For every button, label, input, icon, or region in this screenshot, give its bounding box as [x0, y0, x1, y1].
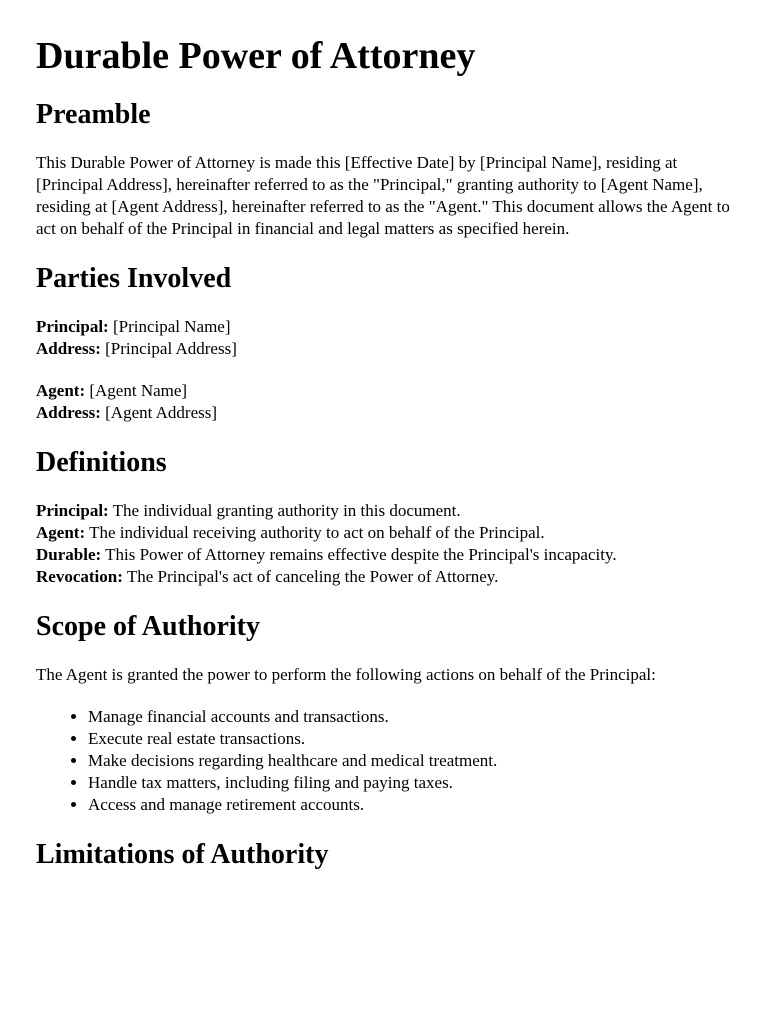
scope-heading: Scope of Authority	[36, 611, 260, 642]
definition-term: Durable:	[36, 545, 102, 564]
preamble-heading: Preamble	[36, 99, 151, 130]
definition-text: The individual granting authority in this document.	[112, 501, 461, 520]
definition-text: The Principal's act of canceling the Power of Attorney.	[126, 567, 499, 586]
agent-address-value: [Agent Address]	[105, 403, 218, 422]
list-item: • Execute real estate transactions.	[88, 728, 734, 750]
principal-name-label: Principal:	[36, 317, 109, 336]
definition-item	[36, 566, 734, 588]
definitions-list	[36, 500, 734, 588]
agent-name-value: [Agent Name]	[89, 381, 188, 400]
agent-address-line	[36, 402, 734, 424]
definition-text: The individual receiving authority to act on behalf of the Principal.	[89, 523, 545, 542]
list-item: • Make decisions regarding healthcare and medical treatment.	[88, 750, 734, 772]
list-item: • Access and manage retirement accounts.	[88, 794, 734, 816]
preamble-text: This Durable Power of Attorney is made this [Effective Date] by [Principal Name], residing at [Principal Address], hereinafter referred to as the "Principal," granting authority to [Agent Name], residing at [Agent Address], hereinafter referred to as the "Agent." This document allows the Agent to act on behalf of the Principal in financial and legal matters as specified herein.	[36, 153, 730, 238]
agent-party	[36, 380, 734, 424]
scope-intro: The Agent is granted the power to perform the following actions on behalf of the Principal:	[36, 665, 656, 684]
agent-name-line	[36, 380, 734, 402]
definition-term: Revocation:	[36, 567, 123, 586]
definition-item	[36, 500, 734, 522]
definition-item	[36, 522, 734, 544]
document-title: Durable Power of Attorney	[36, 35, 476, 77]
agent-address-label: Address:	[36, 403, 101, 422]
agent-name-label: Agent:	[36, 381, 86, 400]
definitions-heading: Definitions	[36, 447, 167, 478]
list-item: • Handle tax matters, including filing and paying taxes.	[88, 772, 734, 794]
definition-term: Principal:	[36, 501, 109, 520]
limitations-heading: Limitations of Authority	[36, 839, 329, 870]
principal-name-line	[36, 316, 734, 338]
principal-name-value: [Principal Name]	[112, 317, 231, 336]
principal-party	[36, 316, 734, 360]
principal-address-value: [Principal Address]	[105, 339, 237, 358]
list-item: • Manage financial accounts and transactions.	[88, 706, 734, 728]
parties-heading: Parties Involved	[36, 263, 232, 294]
definition-term: Agent:	[36, 523, 86, 542]
definition-text: This Power of Attorney remains effective despite the Principal's incapacity.	[105, 545, 617, 564]
principal-address-label: Address:	[36, 339, 101, 358]
principal-address-line	[36, 338, 734, 360]
definition-item	[36, 544, 734, 566]
scope-list	[36, 706, 734, 816]
